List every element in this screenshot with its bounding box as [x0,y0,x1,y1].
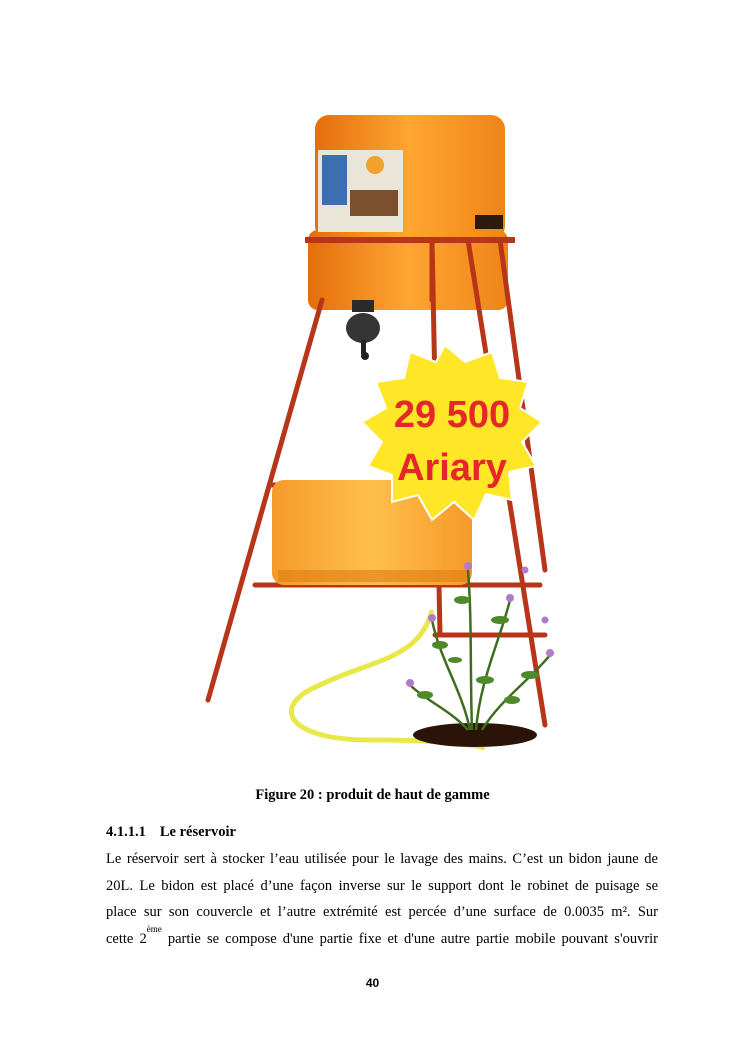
upper-frame-ring [305,237,515,243]
paragraph-line: Le réservoir sert à stocker l’eau utilisée pour le lavage des mains. C’est un bidon jaune de [106,851,658,867]
superscript: ème [146,923,162,934]
figure-caption: Figure 20 : produit de haut de gamme [255,787,490,803]
price-amount: 29 500 [393,394,511,436]
price-currency: Ariary [397,447,507,489]
paragraph-text: cette 2 [106,930,147,947]
upper-jerrycan [308,115,508,310]
paragraph-text: partie se compose d'une partie fixe et d'une autre partie mobile pouvant s'ouvrir [161,930,659,947]
section-number: 4.1.1.1 [106,824,146,840]
paragraph-line: place sur son couvercle et l’autre extrémité est percée d’une surface de 0.0035 m². Sur [106,904,658,920]
product-figure [200,100,580,780]
page-number: 40 [365,976,380,990]
paragraph-line: 20L. Le bidon est placé d’une façon inverse sur le support dont le robinet de puisage se [106,877,658,894]
handwash-station-illustration [200,100,580,780]
paragraph-line [106,923,659,953]
body-paragraph [106,846,658,952]
section-heading [106,824,236,841]
section-title: Le réservoir [159,824,236,840]
